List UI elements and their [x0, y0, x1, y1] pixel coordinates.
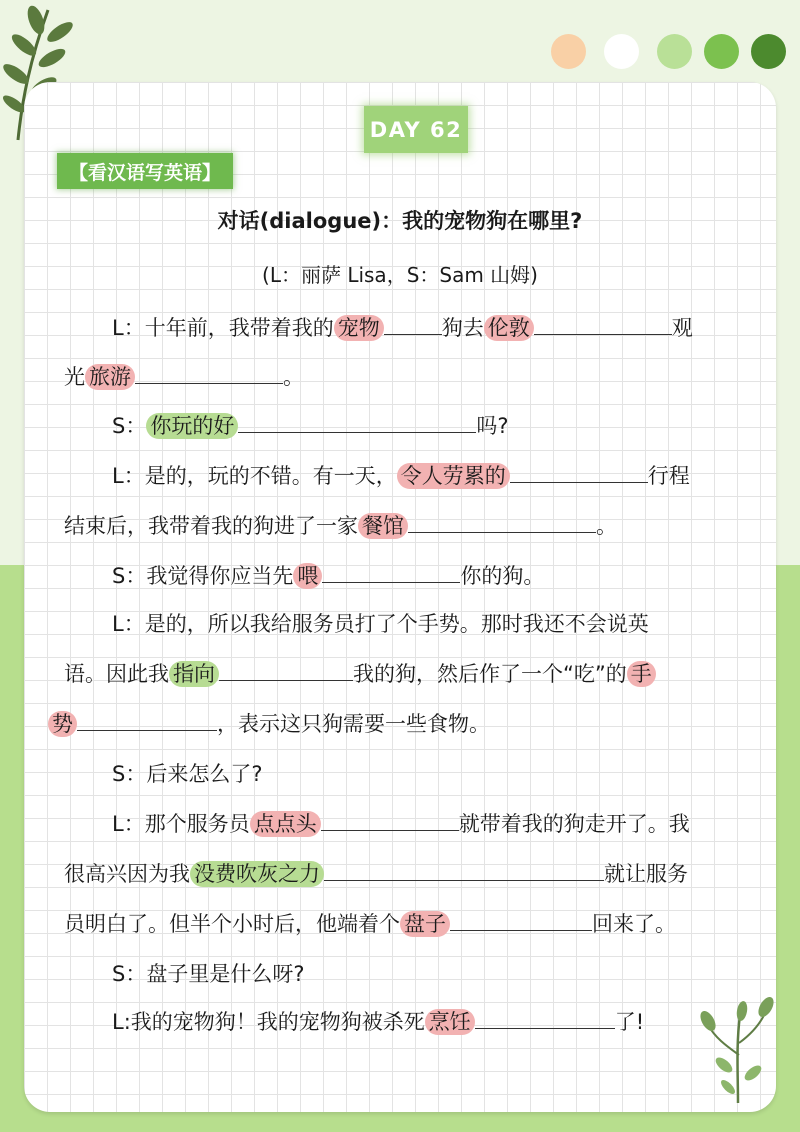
- answer-blank[interactable]: [322, 560, 460, 583]
- answer-blank[interactable]: [238, 410, 476, 433]
- line-text: 结束后，我带着我的狗进了一家: [64, 514, 358, 538]
- dialogue-line-7: [112, 608, 649, 638]
- highlight-word: 餐馆: [358, 513, 408, 539]
- dialogue-title: 对话(dialogue)：我的宠物狗在哪里?: [217, 209, 583, 233]
- highlight-word: 指向: [169, 661, 219, 687]
- dialogue-line-13: [64, 908, 676, 938]
- dialogue-line-8: [64, 658, 656, 688]
- line-text: 行程: [647, 464, 690, 488]
- highlight-word: 手: [627, 661, 656, 687]
- dialogue-line-5: [64, 510, 617, 540]
- line-text: 。: [596, 514, 617, 538]
- line-text: L：是的，玩的不错。有一天，: [112, 464, 397, 488]
- line-text: 语。因此我: [64, 662, 169, 686]
- line-text: 吗?: [476, 414, 509, 438]
- dot-light-green: [657, 34, 692, 69]
- highlight-word: 旅游: [85, 364, 135, 390]
- sprout-icon: [698, 995, 778, 1105]
- highlight-word: 盘子: [400, 911, 450, 937]
- dialogue-line-2: [64, 361, 304, 391]
- dialogue-line-10: [112, 758, 262, 788]
- answer-blank[interactable]: [534, 312, 672, 335]
- highlight-word: 烹饪: [425, 1009, 475, 1035]
- highlight-word: 喂: [293, 563, 322, 589]
- dialogue-line-11: [112, 808, 690, 838]
- line-text: S：后来怎么了?: [112, 762, 263, 786]
- line-text: 员明白了。但半个小时后，他端着个: [64, 912, 400, 936]
- answer-blank[interactable]: [219, 658, 353, 681]
- line-text: 你的狗。: [460, 564, 545, 588]
- dialogue-subtitle: (L：丽萨 Lisa，S：Sam 山姆): [262, 263, 538, 287]
- dialogue-line-6: [112, 560, 544, 590]
- line-text: 就带着我的狗走开了。我: [458, 812, 690, 836]
- day-badge: DAY 62: [364, 106, 468, 153]
- answer-blank[interactable]: [135, 361, 283, 384]
- answer-blank[interactable]: [321, 808, 459, 831]
- line-text: ，表示这只狗需要一些食物。: [217, 712, 490, 736]
- answer-blank[interactable]: [510, 460, 648, 483]
- line-text: L：那个服务员: [112, 812, 250, 836]
- dot-peach: [551, 34, 586, 69]
- line-text: S：: [112, 414, 147, 438]
- highlight-word: 伦敦: [484, 315, 534, 341]
- dialogue-line-12: [64, 858, 688, 888]
- dialogue-line-9: [48, 708, 490, 738]
- dialogue-line-15: [112, 1006, 644, 1036]
- dot-green: [704, 34, 739, 69]
- highlight-word: 没费吹灰之力: [190, 861, 324, 887]
- dot-dark-green: [751, 34, 786, 69]
- line-text: 我的狗，然后作了一个“吃”的: [353, 662, 627, 686]
- line-text: 就让服务: [604, 862, 688, 886]
- line-text: 回来了。: [592, 912, 676, 936]
- line-text: S：盘子里是什么呀?: [112, 962, 305, 986]
- line-text: 狗去: [441, 316, 484, 340]
- section-tag: 【看汉语写英语】: [57, 153, 233, 189]
- highlight-word: 势: [48, 711, 77, 737]
- line-text: 。: [283, 365, 304, 389]
- answer-blank[interactable]: [384, 312, 442, 335]
- answer-blank[interactable]: [408, 510, 596, 533]
- line-text: 光: [64, 365, 85, 389]
- highlight-word: 点点头: [250, 811, 321, 837]
- dialogue-line-4: [112, 460, 690, 490]
- line-text: 很高兴因为我: [64, 862, 190, 886]
- answer-blank[interactable]: [77, 708, 217, 731]
- line-text: 观: [671, 316, 693, 340]
- highlight-word: 宠物: [334, 315, 384, 341]
- dialogue-line-3: [112, 410, 509, 440]
- line-text: S：我觉得你应当先: [112, 564, 294, 588]
- answer-blank[interactable]: [324, 858, 604, 881]
- line-text: L:我的宠物狗！我的宠物狗被杀死: [112, 1010, 425, 1034]
- line-text: L：十年前，我带着我的: [112, 316, 334, 340]
- dot-white: [604, 34, 639, 69]
- line-text: L：是的，所以我给服务员打了个手势。那时我还不会说英: [112, 612, 649, 636]
- answer-blank[interactable]: [450, 908, 592, 931]
- dialogue-line-14: [112, 958, 304, 988]
- dialogue-line-1: [112, 312, 693, 342]
- answer-blank[interactable]: [475, 1006, 615, 1029]
- highlight-word: 令人劳累的: [397, 463, 510, 489]
- line-text: 了!: [614, 1010, 645, 1034]
- highlight-word: 你玩的好: [146, 413, 238, 439]
